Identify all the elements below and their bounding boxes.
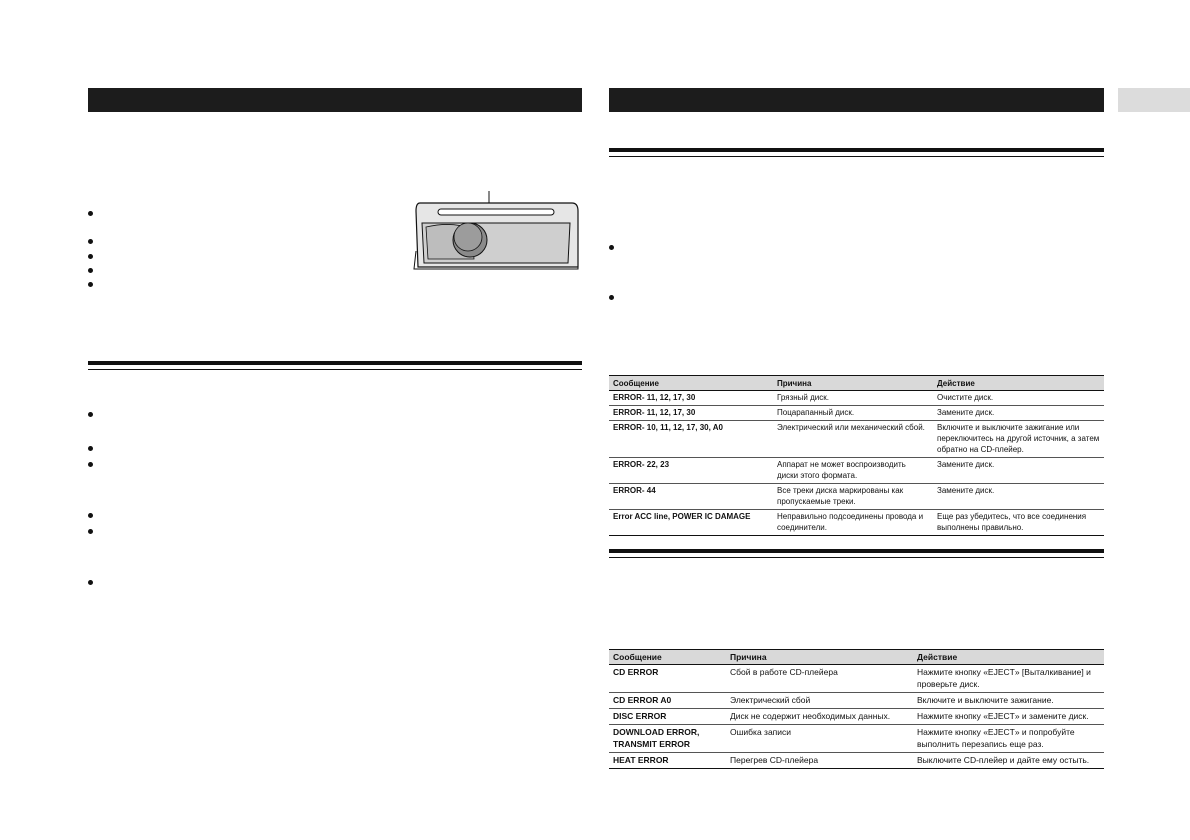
action-cell: Замените диск. (933, 484, 1104, 510)
bullet (609, 295, 614, 300)
cd-player-illustration (412, 185, 584, 275)
action-cell: Выключите CD-плейер и дайте ему остыть. (913, 753, 1104, 769)
table-row (609, 665, 1104, 693)
cause-cell: Поцарапанный диск. (773, 406, 933, 421)
table-row (609, 709, 1104, 725)
action-cell: Замените диск. (933, 458, 1104, 484)
action-cell: Замените диск. (933, 406, 1104, 421)
cause-cell: Все треки диска маркированы как пропускаемые треки. (773, 484, 933, 510)
message-cell: CD ERROR A0 (609, 693, 726, 709)
cause-cell: Неправильно подсоединены провода и соединители. (773, 510, 933, 536)
column-header: Сообщение (609, 376, 773, 391)
message-cell: ERROR- 10, 11, 12, 17, 30, A0 (609, 421, 773, 458)
error-table-2 (609, 649, 1104, 769)
action-cell: Нажмите кнопку «EJECT» и попробуйте выполнить перезапись еще раз. (913, 725, 1104, 753)
bullet (88, 239, 93, 244)
right-section-header-bar (609, 88, 1104, 112)
message-cell: HEAT ERROR (609, 753, 726, 769)
bullet (88, 211, 93, 216)
table-row (609, 391, 1104, 406)
action-cell: Включите и выключите зажигание или переключитесь на другой источник, а затем обратно на CD-плейер. (933, 421, 1104, 458)
column-header: Причина (726, 650, 913, 665)
bullet (88, 254, 93, 259)
message-cell: DISC ERROR (609, 709, 726, 725)
error-table-1 (609, 375, 1104, 536)
message-cell: ERROR- 44 (609, 484, 773, 510)
table-row (609, 421, 1104, 458)
message-cell: CD ERROR (609, 665, 726, 693)
bullet (88, 529, 93, 534)
table-row (609, 510, 1104, 536)
table-row (609, 725, 1104, 753)
column-header: Сообщение (609, 650, 726, 665)
bullet (88, 446, 93, 451)
bullet (88, 462, 93, 467)
bullet (88, 580, 93, 585)
cause-cell: Ошибка записи (726, 725, 913, 753)
bullet (88, 268, 93, 273)
cause-cell: Сбой в работе CD-плейера (726, 665, 913, 693)
left-section-header-bar (88, 88, 582, 112)
message-cell: ERROR- 22, 23 (609, 458, 773, 484)
table-row (609, 753, 1104, 769)
table-row (609, 693, 1104, 709)
left-section-divider (88, 361, 582, 365)
bullet (609, 245, 614, 250)
table-row (609, 406, 1104, 421)
table-row (609, 458, 1104, 484)
message-cell: Error ACC line, POWER IC DAMAGE (609, 510, 773, 536)
cause-cell: Перегрев CD-плейера (726, 753, 913, 769)
right-section-divider-top (609, 148, 1104, 152)
table-row (609, 484, 1104, 510)
cause-cell: Электрический сбой (726, 693, 913, 709)
message-cell: ERROR- 11, 12, 17, 30 (609, 391, 773, 406)
action-cell: Еще раз убедитесь, что все соединения выполнены правильно. (933, 510, 1104, 536)
action-cell: Нажмите кнопку «EJECT» и замените диск. (913, 709, 1104, 725)
action-cell: Нажмите кнопку «EJECT» [Выталкивание] и проверьте диск. (913, 665, 1104, 693)
column-header: Причина (773, 376, 933, 391)
cause-cell: Аппарат не может воспроизводить диски этого формата. (773, 458, 933, 484)
language-side-tab (1118, 88, 1190, 112)
cause-cell: Электрический или механический сбой. (773, 421, 933, 458)
bullet (88, 282, 93, 287)
cause-cell: Грязный диск. (773, 391, 933, 406)
action-cell: Включите и выключите зажигание. (913, 693, 1104, 709)
column-header: Действие (933, 376, 1104, 391)
action-cell: Очистите диск. (933, 391, 1104, 406)
bullet (88, 412, 93, 417)
table-header-row (609, 650, 1104, 665)
message-cell: ERROR- 11, 12, 17, 30 (609, 406, 773, 421)
cause-cell: Диск не содержит необходимых данных. (726, 709, 913, 725)
bullet (88, 513, 93, 518)
message-cell: DOWNLOAD ERROR, TRANSMIT ERROR (609, 725, 726, 753)
right-section-divider-middle (609, 549, 1104, 553)
table-header-row (609, 376, 1104, 391)
column-header: Действие (913, 650, 1104, 665)
